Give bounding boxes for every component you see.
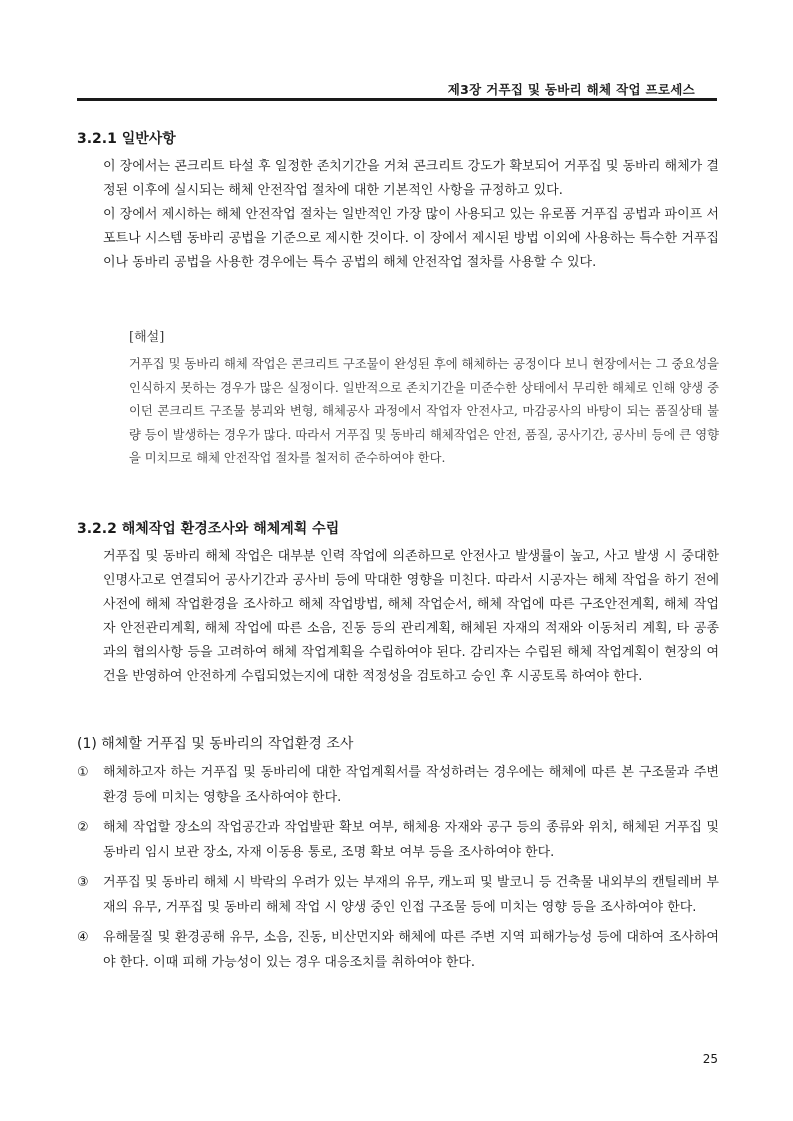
commentary-text: 거푸집 및 동바리 해체 작업은 콘크리트 구조물이 완성된 후에 해체하는 공정이다 보니 현장에서는 그 중요성을 인식하지 못하는 경우가 많은 실정이다. 일반적으로 존치기간을 미준수한 상태에서 무리한 해체로 인해 양생 중이던 콘크리트 구조물 붕괴와 변형, 해체공사 과정에서 작업자 안전사고, 마감공사의 바탕이 되는 품질상태 불량 등이 발생하는 경우가 많다. 따라서 거푸집 및 동바리 해체작업은 안전, 품질, 공사기간, 공사비 등에 큰 영향을 미치므로 해체 안전작업 절차를 철저히 준수하여야 한다.: [129, 357, 719, 465]
list-marker: ④: [77, 930, 89, 945]
list-marker: ③: [77, 875, 89, 890]
page-number: 25: [702, 1052, 718, 1066]
list-marker: ②: [77, 820, 89, 835]
header-rule: [77, 98, 717, 101]
list-marker: ①: [77, 765, 89, 780]
paragraph: 이 장에서는 콘크리트 타설 후 일정한 존치기간을 거쳐 콘크리트 강도가 확보되어 거푸집 및 동바리 해체가 결정된 이후에 실시되는 해체 안전작업 절차에 대한 기본적인 사항을 규정하고 있다.: [103, 159, 719, 198]
paragraph: 거푸집 및 동바리 해체 작업은 대부분 인력 작업에 의존하므로 안전사고 발생률이 높고, 사고 발생 시 중대한 인명사고로 연결되어 공사기간과 공사비 등에 막대한 영향을 미친다. 따라서 시공자는 해체 작업을 하기 전에 사전에 해체 작업환경을 조사하고 해체 작업방법, 해체 작업순서, 해체 작업에 따른 구조안전계획, 해체 작업자 안전관리계획, 해체 작업에 따른 소음, 진동 등의 관리계획, 해체된 자재의 적재와 이동처리 계획, 타 공종과의 협의사항 등을 고려하여 해체 작업계획을 수립하여야 된다. 감리자는 수립된 해체 작업계획이 현장의 여건을 반영하여 안전하게 수립되었는지에 대한 적정성을 검토하고 승인 후 시공토록 하여야 한다.: [103, 549, 719, 684]
survey-list: [77, 761, 719, 981]
list-item-text: 해체 작업할 장소의 작업공간과 작업발판 확보 여부, 해체용 자재와 공구 등의 종류와 위치, 해체된 거푸집 및 동바리 임시 보관 장소, 자재 이동용 통로, 조명 확보 여부 등을 조사하여야 한다.: [103, 820, 719, 860]
section-title-planning: 3.2.2 해체작업 환경조사와 해체계획 수립: [77, 521, 340, 537]
list-item: [77, 926, 719, 975]
list-item: [77, 871, 719, 920]
section-title-general: 3.2.1 일반사항: [77, 131, 176, 147]
section-body-general: [103, 155, 719, 275]
section-body-planning: [103, 545, 719, 689]
list-item-text: 유해물질 및 환경공해 유무, 소음, 진동, 비산먼지와 해체에 따른 주변 지역 피해가능성 등에 대하여 조사하여야 한다. 이때 피해 가능성이 있는 경우 대응조치를 취하여야 한다.: [103, 930, 719, 970]
commentary-label: [해설]: [129, 330, 165, 345]
paragraph: 이 장에서 제시하는 해체 안전작업 절차는 일반적인 가장 많이 사용되고 있는 유로폼 거푸집 공법과 파이프 서포트나 시스템 동바리 공법을 기준으로 제시한 것이다. 이 장에서 제시된 방법 이외에 사용하는 특수한 거푸집이나 동바리 공법을 사용한 경우에는 특수 공법의 해체 안전작업 절차를 사용할 수 있다.: [103, 207, 719, 270]
list-item: [77, 816, 719, 865]
list-item-text: 거푸집 및 동바리 해체 시 박락의 우려가 있는 부재의 유무, 캐노피 및 발코니 등 건축물 내외부의 캔틸레버 부재의 유무, 거푸집 및 동바리 해체 작업 시 양생 중인 인접 구조물 등에 미치는 영향 등을 조사하여야 한다.: [103, 875, 719, 915]
list-item: [77, 761, 719, 810]
list-item-text: 해체하고자 하는 거푸집 및 동바리에 대한 작업계획서를 작성하려는 경우에는 해체에 따른 본 구조물과 주변 환경 등에 미치는 영향을 조사하여야 한다.: [103, 765, 719, 805]
running-header: 제3장 거푸집 및 동바리 해체 작업 프로세스: [447, 82, 695, 97]
subsection-title: (1) 해체할 거푸집 및 동바리의 작업환경 조사: [77, 736, 354, 752]
